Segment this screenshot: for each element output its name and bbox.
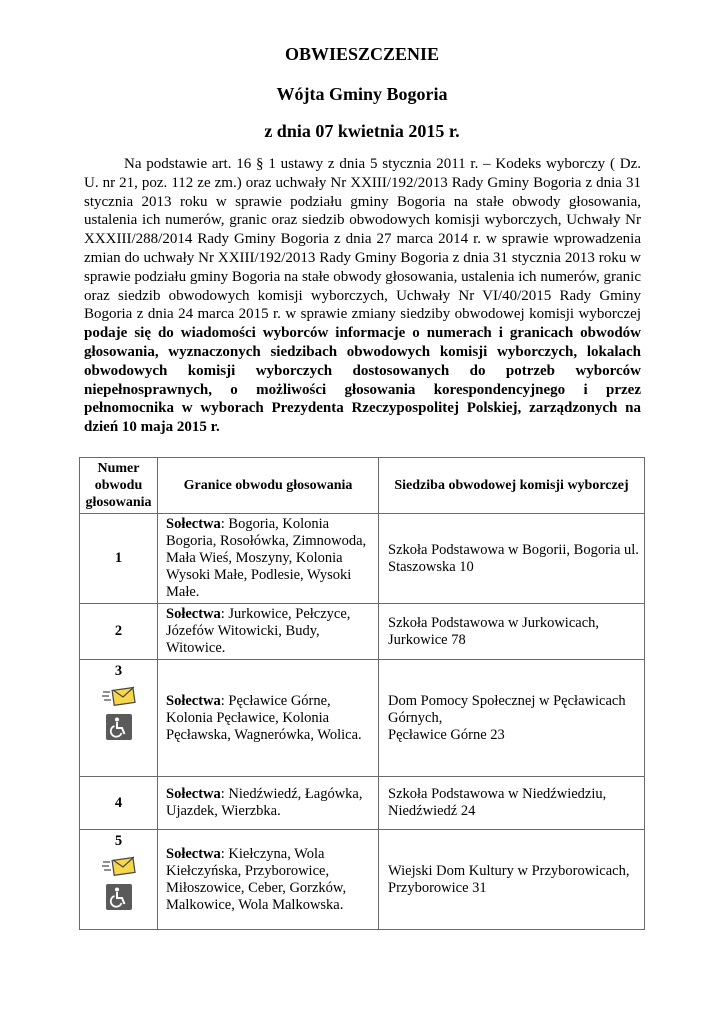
district-seat: Wiejski Dom Kultury w Przyborowicach, Przyborowice 31 bbox=[379, 830, 645, 930]
table-row bbox=[80, 830, 645, 930]
borders-prefix: Sołectwa bbox=[166, 692, 221, 709]
district-seat bbox=[379, 660, 645, 777]
intro-paragraph bbox=[84, 155, 641, 437]
district-number: 1 bbox=[80, 514, 158, 604]
borders-list: : Kiełczyna, Wola Kiełczyńska, Przyborowice, Miłoszowice, Ceber, Gorzków, Malkowice, Wola Malkowska. bbox=[166, 845, 347, 913]
district-borders bbox=[158, 514, 379, 604]
intro-announcement: podaje się do wiadomości wyborców informacje o numerach i granicach obwodów głosowania, wyznaczonych siedzibach obwodowych komisji wyborczych, lokalach obwodowych komisji wyborczych dostosowanych do potrzeb wyborców niepełnosprawnych, o możliwości głosowania korespondencyjnego i przez pełnomocnika w wyborach Prezydenta Rzeczypospolitej Polskiej, zarządzonych na dzień 10 maja 2015 r. bbox=[84, 325, 641, 436]
seat-address: Pęcławice Górne 23 bbox=[388, 726, 505, 743]
district-number: 2 bbox=[80, 604, 158, 660]
borders-prefix: Sołectwa bbox=[166, 606, 221, 622]
wheelchair-accessible-icon bbox=[106, 884, 132, 910]
district-number-cell bbox=[80, 660, 158, 777]
borders-prefix: Sołectwa bbox=[166, 786, 221, 802]
table-row bbox=[80, 514, 645, 604]
mail-envelope-icon bbox=[102, 856, 136, 878]
district-number: 5 bbox=[114, 833, 123, 849]
polling-districts-table bbox=[79, 457, 645, 930]
district-number: 3 bbox=[114, 663, 123, 679]
seat-name: Dom Pomocy Społecznej w Pęcławicach Górnych, bbox=[388, 692, 626, 726]
mail-envelope-icon bbox=[102, 686, 136, 708]
table-row bbox=[80, 777, 645, 830]
district-seat: Szkoła Podstawowa w Bogorii, Bogoria ul. Staszowska 10 bbox=[379, 514, 645, 604]
borders-prefix: Sołectwa bbox=[166, 845, 221, 862]
document-date: z dnia 07 kwietnia 2015 r. bbox=[264, 121, 460, 141]
table-header-row bbox=[80, 458, 645, 514]
district-borders bbox=[158, 604, 379, 660]
district-borders bbox=[158, 660, 379, 777]
wheelchair-accessible-icon bbox=[106, 714, 132, 740]
header-number: Numer obwodu głosowania bbox=[80, 458, 158, 514]
borders-list: : Jurkowice, Pełczyce, Józefów Witowicki, Budy, Witowice. bbox=[166, 606, 351, 656]
district-borders bbox=[158, 830, 379, 930]
document-title: OBWIESZCZENIE bbox=[284, 44, 440, 64]
issuer-title: Wójta Gminy Bogoria bbox=[276, 84, 448, 104]
table-row bbox=[80, 604, 645, 660]
borders-list: : Bogoria, Kolonia Bogoria, Rosołówka, Zimnowoda, Mała Wieś, Moszyny, Kolonia Wysoki Małe, Podlesie, Wysoki Małe. bbox=[166, 516, 367, 600]
borders-list: : Niedźwiedź, Łagówka, Ujazdek, Wierzbka. bbox=[166, 786, 363, 819]
district-number: 4 bbox=[80, 777, 158, 830]
district-seat: Szkoła Podstawowa w Jurkowicach, Jurkowice 78 bbox=[379, 604, 645, 660]
table-row bbox=[80, 660, 645, 777]
district-number-cell bbox=[80, 830, 158, 930]
district-seat: Szkoła Podstawowa w Niedźwiedziu, Niedźwiedź 24 bbox=[379, 777, 645, 830]
borders-prefix: Sołectwa bbox=[166, 516, 221, 532]
district-borders bbox=[158, 777, 379, 830]
intro-legal-basis: Na podstawie art. 16 § 1 ustawy z dnia 5 stycznia 2011 r. – Kodeks wyborczy ( Dz. U. nr 21, poz. 112 ze zm.) oraz uchwały Nr XXIII/192/2013 Rady Gminy Bogoria z dnia 31 stycznia 2013 roku w sprawie podziału gminy Bogoria na stałe obwody głosowania, ustalenia ich numerów, granic oraz siedzib obwodowych komisji wyborczych, Uchwały Nr XXXIII/288/2014 Rady Gminy Bogoria z dnia 27 marca 2014 r. w sprawie wprowadzenia zmian do uchwały Nr XXIII/192/2013 Rady Gminy Bogoria z dnia 31 stycznia 2013 roku w sprawie podziału gminy Bogoria na stałe obwody głosowania, ustalenia ich numerów, granic oraz siedzib obwodowych komisji wyborczych, Uchwały Nr VI/40/2015 Rady Gminy Bogoria z dnia 24 marca 2015 r. w sprawie zmiany siedziby obwodowej komisji wyborczej bbox=[84, 156, 641, 323]
header-seat: Siedziba obwodowej komisji wyborczej bbox=[379, 458, 645, 514]
borders-list: : Pęcławice Górne, Kolonia Pęcławice, Kolonia Pęcławska, Wagnerówka, Wolica. bbox=[166, 692, 362, 743]
header-borders: Granice obwodu głosowania bbox=[158, 458, 379, 514]
